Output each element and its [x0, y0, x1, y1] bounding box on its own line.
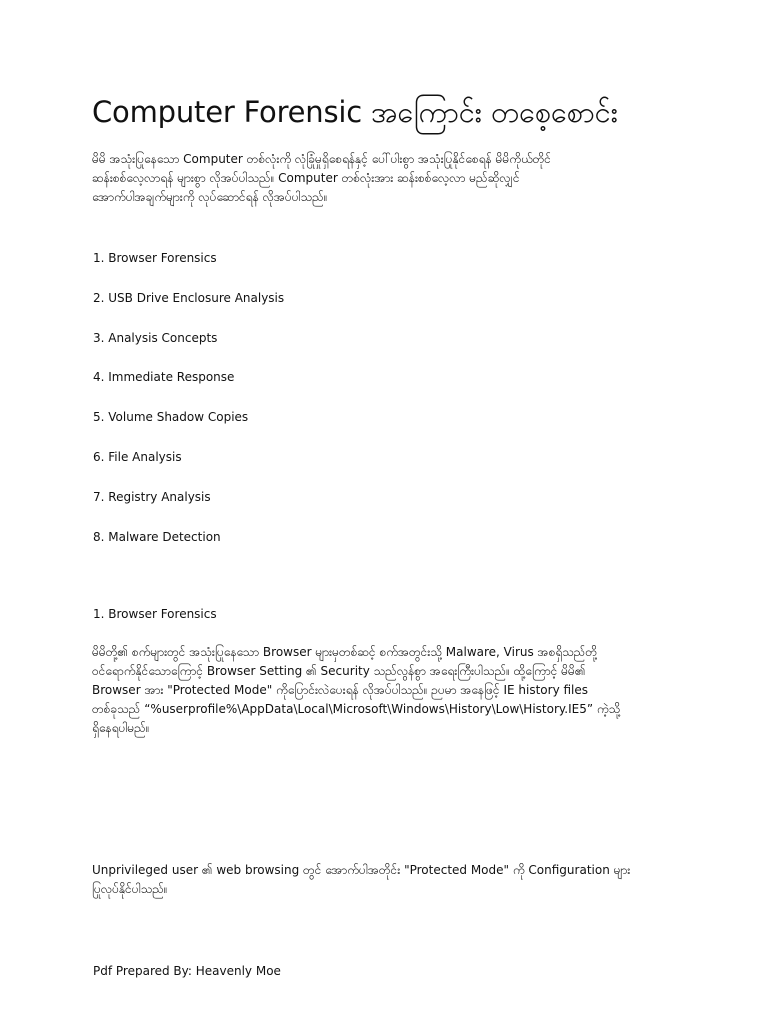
intro-line: ဆန်းစစ်လေ့လာရန် များစွာ လိုအပ်ပါသည်။ Computer တစ်လုံးအား ဆန်းစစ်လေ့လာ မည်ဆိုလျှင်: [92, 171, 520, 185]
toc-item: 4. Immediate Response: [93, 370, 235, 385]
table-of-contents: [93, 248, 284, 566]
toc-item: 6. File Analysis: [93, 449, 182, 464]
page-title: Computer Forensic အကြောင်း တစေ့စောင်း: [92, 95, 618, 129]
section-heading: 1. Browser Forensics: [93, 607, 217, 621]
intro-line: အောက်ပါအချက်များကို လုပ်ဆောင်ရန် လိုအပ်ပါသည်။: [92, 190, 328, 204]
toc-item: 2. USB Drive Enclosure Analysis: [93, 290, 285, 305]
section-line: ရှိနေရပါမည်။: [92, 721, 150, 735]
toc-item: 1. Browser Forensics: [93, 251, 217, 265]
footer-credit: Pdf Prepared By: Heavenly Moe: [93, 964, 281, 978]
toc-item: 7. Registry Analysis: [93, 489, 211, 504]
closing-line: ပြုလုပ်နိုင်ပါသည်။: [92, 882, 168, 896]
toc-item: 3. Analysis Concepts: [93, 330, 218, 345]
intro-line: မိမိ အသုံးပြုနေသော Computer တစ်လုံးကို လုံခြုံမှုရှိစေရန်နှင့် ပေါ်ပါးစွာ အသုံးပြုနိုင်စေရန် မိမိကိုယ်တိုင်: [92, 152, 551, 166]
toc-item: 8. Malware Detection: [93, 529, 221, 544]
section-line: မိမိတို့၏ စက်များတွင် အသုံးပြုနေသော Browser များမှတစ်ဆင့် စက်အတွင်းသို့ Malware, Virus အစရှိသည်တို့: [92, 645, 598, 659]
closing-paragraph: [92, 861, 672, 899]
section-line: Browser အား "Protected Mode" ကိုပြောင်းလဲပေးရန် လိုအပ်ပါသည်။ ဉပမာ အနေဖြင့် IE history files: [92, 683, 589, 697]
section-paragraph: [92, 643, 672, 738]
section-line: ဝင်ရောက်နိုင်သောကြောင့် Browser Setting ၏ Security သည်လွန်စွာ အရေးကြီးပါသည်။ ထို့ကြောင့် မိမိ၏: [92, 664, 586, 678]
toc-item: 5. Volume Shadow Copies: [93, 410, 249, 425]
closing-line: Unprivileged user ၏ web browsing တွင် အောက်ပါအတိုင်း "Protected Mode" ကို Configuration များ: [92, 863, 631, 877]
section-line: တစ်ခုသည် “%userprofile%\AppData\Local\Microsoft\Windows\History\Low\History.IE5” ကဲ့သို့: [92, 702, 621, 716]
intro-paragraph: [92, 150, 672, 207]
